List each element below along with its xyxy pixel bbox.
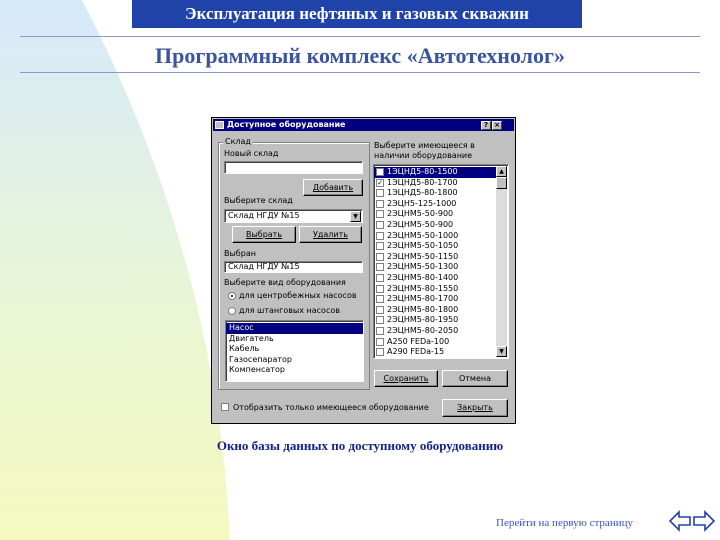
equipment-checkbox[interactable]	[376, 210, 384, 218]
equipment-item-label: 2ЭЦНМ5-50-900	[387, 219, 454, 229]
scroll-up-icon[interactable]: ▲	[496, 166, 507, 177]
equipment-item-label: 2ЭЦНМ5-80-2050	[387, 325, 459, 335]
equipment-item[interactable]	[374, 262, 496, 273]
equipment-type-label: Выберите вид оборудования	[224, 278, 346, 287]
close-icon[interactable]: ×	[492, 121, 502, 130]
equipment-scrollbar[interactable]	[496, 166, 507, 357]
equipment-item-label: 1ЭЦНД5-80-1700	[387, 177, 458, 187]
equipment-checkbox[interactable]	[376, 338, 384, 346]
equipment-item[interactable]	[374, 241, 496, 252]
top-divider	[20, 36, 700, 37]
select-warehouse-label: Выберите склад	[224, 196, 293, 205]
equipment-checkbox[interactable]	[376, 242, 384, 250]
equipment-item-label: 2ЭЦНМ5-50-1000	[387, 230, 459, 240]
available-label-line1: Выберите имеющееся в	[374, 141, 475, 150]
dialog-titlebar[interactable]	[213, 119, 514, 131]
equipment-checkbox[interactable]	[376, 232, 384, 240]
equipment-checkbox[interactable]	[376, 285, 384, 293]
save-button[interactable]: Сохранить	[374, 370, 438, 387]
equipment-item[interactable]	[374, 209, 496, 220]
equipment-item-label: 2ЭЦНМ5-80-1550	[387, 283, 459, 293]
new-warehouse-input[interactable]	[224, 161, 363, 174]
equipment-type-item[interactable]: Газосепаратор	[229, 354, 292, 364]
delete-button[interactable]: Удалить	[299, 226, 362, 243]
scroll-thumb[interactable]	[496, 177, 507, 189]
heading-divider	[20, 72, 700, 73]
slide-title-bar: Эксплуатация нефтяных и газовых скважин	[132, 0, 582, 28]
equipment-item[interactable]	[374, 231, 496, 242]
radio-rod[interactable]	[228, 307, 236, 315]
equipment-item[interactable]	[374, 167, 496, 178]
equipment-item[interactable]	[374, 326, 496, 337]
equipment-item-label: 1ЭЦНД5-80-1800	[387, 188, 458, 198]
equipment-item-label: 2ЭЦНМ5-50-900	[387, 209, 454, 219]
available-equipment-list[interactable]	[373, 164, 509, 359]
available-label-line2: наличии оборудование	[374, 151, 473, 160]
equipment-checkbox[interactable]	[376, 295, 384, 303]
equipment-type-list[interactable]	[225, 320, 364, 382]
warehouse-dropdown[interactable]	[224, 209, 363, 223]
equipment-item-label: 2ЭЦНМ5-50-1150	[387, 251, 459, 261]
close-button[interactable]: Закрыть	[442, 399, 508, 417]
arrow-left-icon[interactable]	[668, 510, 692, 532]
equipment-item[interactable]	[374, 337, 496, 348]
equipment-checkbox[interactable]: ✓	[377, 178, 383, 187]
equipment-checkbox[interactable]	[376, 189, 384, 197]
equipment-item[interactable]	[374, 252, 496, 263]
equipment-dialog	[211, 117, 516, 424]
equipment-item-label: A290 FEDa-15	[387, 347, 445, 357]
dialog-caption: Окно базы данных по доступному оборудованию	[216, 438, 504, 453]
chevron-down-icon[interactable]: ▼	[350, 211, 361, 222]
scroll-down-icon[interactable]: ▼	[496, 346, 507, 357]
equipment-item-label: 2ЭЦН5-125-1000	[387, 198, 457, 208]
equipment-item-label: 2ЭЦНМ5-80-1700	[387, 294, 459, 304]
equipment-checkbox[interactable]	[376, 327, 384, 335]
equipment-type-item[interactable]: Компенсатор	[229, 365, 285, 374]
equipment-item-label: 2ЭЦНМ5-50-1050	[387, 241, 459, 251]
equipment-item-label: 2ЭЦНМ5-80-1800	[387, 304, 459, 314]
equipment-checkbox[interactable]	[376, 306, 384, 314]
equipment-item[interactable]	[374, 305, 496, 316]
radio-centrifugal-label: для центробежных насосов	[239, 291, 357, 300]
warehouse-group-label: Склад	[225, 137, 251, 146]
equipment-type-item[interactable]: Двигатель	[229, 333, 274, 343]
equipment-item-label: 2ЭЦНМ5-80-1400	[387, 272, 459, 282]
equipment-type-item[interactable]: Насос	[226, 323, 363, 334]
equipment-checkbox[interactable]	[376, 274, 384, 282]
dialog-title: Доступное оборудование	[227, 120, 346, 129]
only-available-label: Отобразить только имеющееся оборудование	[233, 403, 429, 412]
equipment-checkbox[interactable]	[376, 253, 384, 261]
add-button[interactable]: Добавить	[303, 179, 363, 196]
equipment-item[interactable]	[374, 188, 496, 199]
equipment-checkbox[interactable]	[376, 348, 384, 356]
equipment-item-label: 1ЭЦНД5-80-1500	[387, 167, 458, 176]
equipment-item[interactable]	[374, 220, 496, 231]
equipment-item[interactable]	[374, 199, 496, 210]
help-icon[interactable]: ?	[481, 121, 491, 130]
radio-centrifugal[interactable]	[228, 292, 236, 300]
equipment-item[interactable]	[374, 284, 496, 295]
warehouse-dropdown-value: Склад НГДУ №15	[228, 211, 300, 220]
arrow-right-icon[interactable]	[692, 510, 716, 532]
selected-label: Выбран	[224, 249, 256, 258]
equipment-item-label: A250 FEDa-100	[387, 336, 450, 346]
equipment-checkbox[interactable]	[376, 263, 384, 271]
equipment-item[interactable]	[374, 315, 496, 326]
equipment-checkbox[interactable]	[376, 316, 384, 324]
new-warehouse-label: Новый склад	[224, 149, 279, 158]
app-icon	[215, 121, 224, 129]
equipment-item-label: 2ЭЦНМ5-80-1950	[387, 315, 459, 325]
equipment-checkbox[interactable]	[376, 200, 384, 208]
first-page-link[interactable]: Перейти на первую страницу	[496, 517, 633, 529]
only-available-checkbox[interactable]	[221, 403, 229, 411]
equipment-item[interactable]	[374, 347, 496, 358]
equipment-item[interactable]	[374, 273, 496, 284]
slide-heading: Программный комплекс «Автотехнолог»	[155, 43, 565, 68]
equipment-item[interactable]	[374, 294, 496, 305]
equipment-checkbox[interactable]: ✓	[377, 168, 383, 176]
radio-rod-label: для штанговых насосов	[239, 306, 340, 315]
selected-warehouse-field: Склад НГДУ №15	[224, 261, 363, 273]
equipment-checkbox[interactable]	[376, 221, 384, 229]
equipment-type-item[interactable]: Кабель	[229, 344, 260, 353]
cancel-button[interactable]: Отмена	[442, 370, 508, 387]
equipment-item-label: 2ЭЦНМ5-50-1300	[387, 262, 459, 272]
choose-button[interactable]: Выбрать	[232, 226, 296, 243]
equipment-item[interactable]	[374, 178, 496, 189]
